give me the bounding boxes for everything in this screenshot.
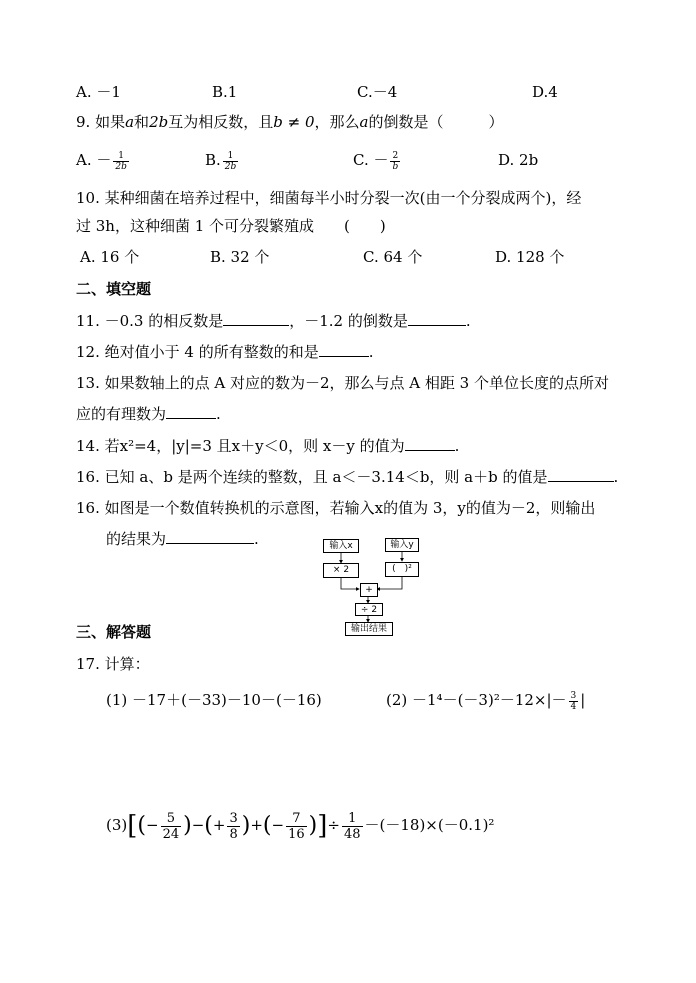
q12-blank[interactable]	[319, 342, 369, 357]
input-x-box: 输入x	[323, 539, 359, 553]
q17-part2: (2) －1⁴－(－3)²－12×|－ $\frac{3}{4}$ |	[386, 690, 586, 712]
section-heading-fill-in: 二、填空题	[76, 280, 152, 298]
q13-blank[interactable]	[166, 404, 216, 419]
q10-option-c: C. 64 个	[363, 248, 423, 266]
q9-option-b: B. $\frac{1}{2b}$	[205, 150, 237, 172]
q13-line2: 应的有理数为 .	[76, 405, 221, 423]
q9-option-c: C. － $\frac{2}{b}$	[353, 150, 399, 172]
q10-line2: 过 3h，这种细菌 1 个可分裂繁殖成 ( )	[76, 217, 386, 235]
q11-blank-2[interactable]	[408, 311, 466, 326]
q8-option-a: A. －1	[76, 83, 121, 101]
section-heading-solve: 三、解答题	[76, 623, 152, 641]
q8-option-c: C.－4	[357, 83, 398, 101]
q12: 12. 绝对值小于 4 的所有整数的和是 .	[76, 343, 374, 361]
q10-option-b: B. 32 个	[210, 248, 270, 266]
plus-box: +	[360, 583, 378, 597]
q10-option-a: A. 16 个	[80, 248, 140, 266]
q14-blank[interactable]	[405, 436, 455, 451]
q9-question: 9. 如果a和2b互为相反数，且b ≠ 0，那么a的倒数是（ ）	[76, 113, 504, 131]
divide-two-box: ÷ 2	[355, 603, 383, 616]
q15: 16. 已知 a、b 是两个连续的整数，且 a＜－3.14＜b，则 a＋b 的值是 .	[76, 468, 619, 486]
conversion-flowchart	[318, 536, 422, 640]
q10-option-d: D. 128 个	[495, 248, 565, 266]
q17-part3: (3)[(− $\frac{5}{24}$ )−(+ $\frac{3}{8}$ )+(− $\frac{7}{16}$ )]÷ $\frac{1}{48}$ －(－18)×(－0.1)²	[106, 810, 495, 842]
q10-line1: 10. 某种细菌在培养过程中，细菌每半小时分裂一次(由一个分裂成两个)，经	[76, 189, 582, 207]
output-box: 输出结果	[345, 622, 393, 636]
q8-option-d: D.4	[532, 83, 558, 101]
square-box: ( )²	[385, 562, 419, 577]
q9-option-d: D. 2b	[498, 151, 539, 169]
q16-blank[interactable]	[166, 529, 254, 544]
times-two-box: × 2	[323, 563, 359, 578]
q8-option-b: B.1	[212, 83, 238, 101]
input-y-box: 输入y	[385, 538, 419, 552]
q11-blank-1[interactable]	[223, 311, 289, 326]
q15-blank[interactable]	[548, 467, 614, 482]
q16-line1: 16. 如图是一个数值转换机的示意图，若输入x的值为 3，y的值为－2，则输出	[76, 499, 596, 517]
q14: 14. 若x²=4，|y|=3 且x＋y＜0，则 x－y 的值为 .	[76, 437, 460, 455]
q16-line2: 的结果为 .	[106, 530, 259, 548]
q9-option-a: A. － $\frac{1}{2b}$	[76, 150, 127, 172]
q17-part1: (1) －17＋(－33)－10－(－16)	[106, 691, 322, 709]
q17-title: 17. 计算：	[76, 655, 150, 673]
q11: 11. －0.3 的相反数是 ，－1.2 的倒数是 .	[76, 312, 471, 330]
q13-line1: 13. 如果数轴上的点 A 对应的数为－2，那么与点 A 相距 3 个单位长度的点所对	[76, 374, 609, 392]
